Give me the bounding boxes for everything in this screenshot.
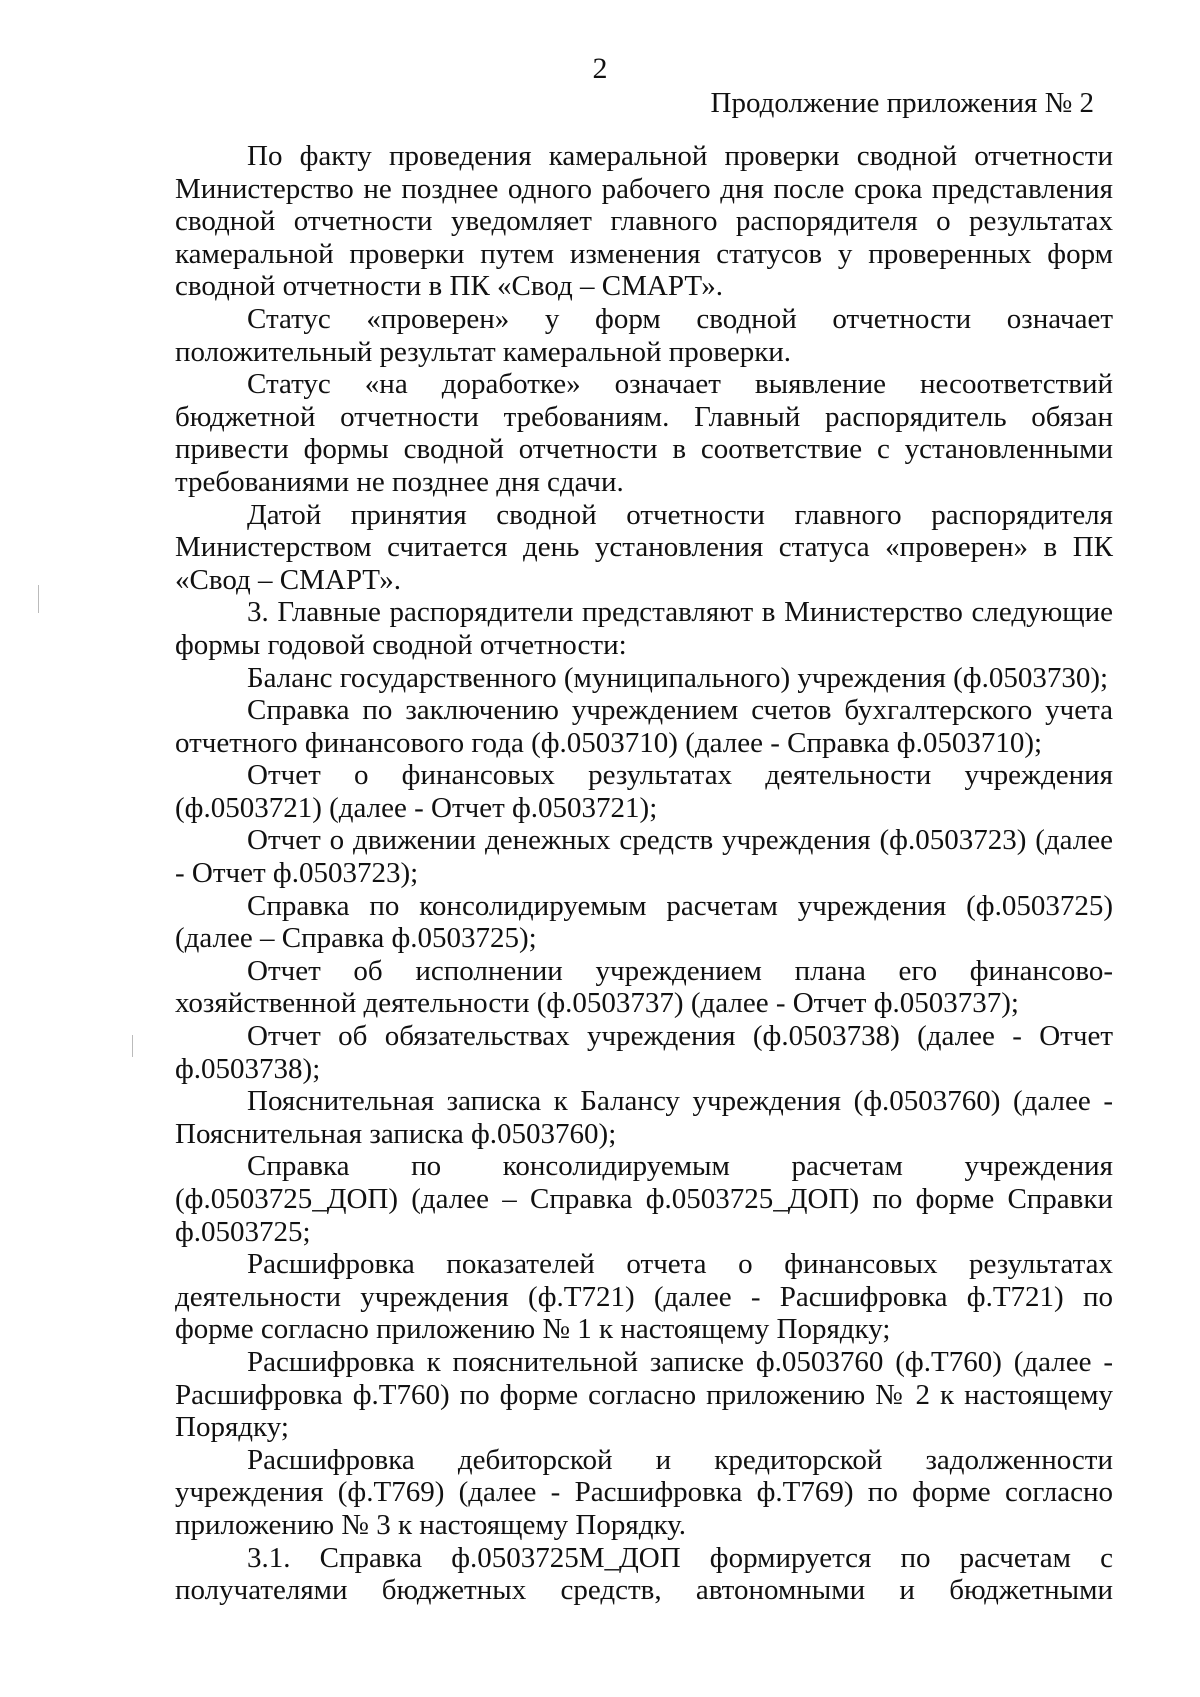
list-item: Отчет о финансовых результатах деятельности учреждения (ф.0503721) (далее - Отчет ф.0503721); <box>175 759 1113 824</box>
paragraph: Статус «проверен» у форм сводной отчетности означает положительный результат камеральной проверки. <box>175 302 1113 368</box>
list-item: Отчет о движении денежных средств учреждения (ф.0503723) (далее - Отчет ф.0503723); <box>175 824 1113 890</box>
list-item: Пояснительная записка к Балансу учреждения (ф.0503760) (далее - Пояснительная записка ф.0503760); <box>175 1085 1113 1150</box>
list-item: Справка по заключению учреждением счетов бухгалтерского учета отчетного финансового года (ф.0503710) (далее - Справка ф.0503710); <box>175 694 1113 759</box>
list-item: Отчет об обязательствах учреждения (ф.0503738) (далее - Отчет ф.0503738); <box>175 1020 1113 1085</box>
page-number: 2 <box>592 52 608 85</box>
appendix-continuation-label: Продолжение приложения № 2 <box>710 87 1094 119</box>
paragraph: Статус «на доработке» означает выявление несоответствий бюджетной отчетности требованиям. Главный распорядитель обязан привести формы сводной отчетности в соответствие с установленными требованиями не позднее дня сдачи. <box>175 368 1113 498</box>
list-item: Баланс государственного (муниципального) учреждения (ф.0503730); <box>247 661 1109 694</box>
paragraph: 3.1. Справка ф.0503725М_ДОП формируется по расчетам с получателями бюджетных средств, автономными и бюджетными <box>175 1541 1113 1607</box>
list-item: Расшифровка к пояснительной записке ф.0503760 (ф.Т760) (далее - Расшифровка ф.Т760) по форме согласно приложению № 2 к настоящему Порядку; <box>175 1345 1113 1444</box>
list-item: Справка по консолидируемым расчетам учреждения (ф.0503725_ДОП) (далее – Справка ф.0503725_ДОП) по форме Справки ф.0503725; <box>175 1150 1113 1248</box>
document-body <box>175 140 1113 1607</box>
list-item: Расшифровка дебиторской и кредиторской задолженности учреждения (ф.Т769) (далее - Расшифровка ф.Т769) по форме согласно приложению № 3 к настоящему Порядку. <box>175 1443 1113 1541</box>
paragraph: Датой принятия сводной отчетности главного распорядителя Министерством считается день установления статуса «проверен» в ПК «Свод – СМАРТ». <box>175 498 1113 596</box>
paragraph: По факту проведения камеральной проверки сводной отчетности Министерство не позднее одного рабочего дня после срока представления сводной отчетности уведомляет главного распорядителя о результатах камеральной проверки путем изменения статусов у проверенных форм сводной отчетности в ПК «Свод – СМАРТ». <box>175 140 1113 303</box>
paragraph: 3. Главные распорядители представляют в Министерство следующие формы годовой сводной отчетности: <box>175 596 1113 661</box>
list-item: Расшифровка показателей отчета о финансовых результатах деятельности учреждения (ф.Т721) (далее - Расшифровка ф.Т721) по форме согласно приложению № 1 к настоящему Порядку; <box>175 1248 1113 1346</box>
scan-artifact <box>38 585 39 613</box>
list-item: Справка по консолидируемым расчетам учреждения (ф.0503725) (далее – Справка ф.0503725); <box>175 889 1113 955</box>
scan-artifact <box>132 1035 133 1057</box>
list-item: Отчет об исполнении учреждением плана его финансово-хозяйственной деятельности (ф.0503737) (далее - Отчет ф.0503737); <box>175 954 1113 1020</box>
